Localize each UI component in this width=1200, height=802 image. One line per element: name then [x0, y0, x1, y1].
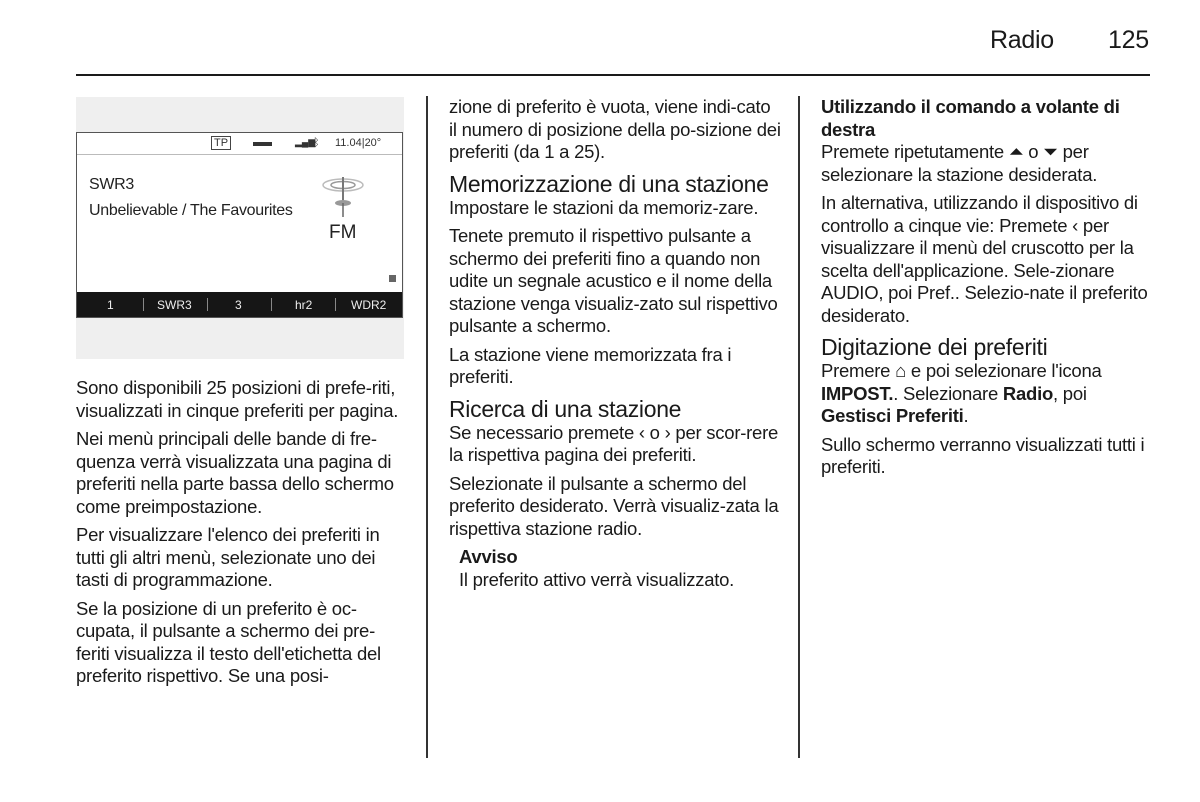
preset-button-4[interactable]: hr2: [295, 298, 313, 312]
section-heading: Digitazione dei preferiti: [821, 334, 1048, 360]
scroll-indicator: [389, 275, 396, 282]
page-number: 125: [1108, 26, 1149, 54]
preset-button-5[interactable]: WDR2: [351, 298, 387, 312]
preset-button-2[interactable]: SWR3: [157, 298, 192, 312]
battery-icon: [253, 142, 272, 146]
text-run: .: [963, 405, 969, 426]
preset-separator: [335, 298, 336, 311]
preset-separator: [271, 298, 272, 311]
note-box: [449, 546, 781, 591]
radio-tower-icon: [320, 173, 366, 219]
section-heading: Ricerca di una stazione: [449, 395, 682, 422]
paragraph: Impostare le stazioni da memoriz-zare.: [449, 196, 759, 218]
preset-button-1[interactable]: 1: [107, 298, 114, 312]
column-3: [821, 96, 1153, 485]
page-section-title: Radio: [990, 26, 1054, 54]
column-2: [449, 96, 781, 591]
paragraph: La stazione viene memorizzata fra i preferiti.: [449, 343, 732, 387]
clock-temperature: 11.04|20°: [335, 137, 382, 149]
text-run: e poi selezionare l'icona: [906, 360, 1102, 381]
paragraph: In alternativa, utilizzando il dispositivo di controllo a cinque vie: Premete ‹ per visualizzare il menù del cruscotto per la scelta dell'applicazione. Sele-zionare AUDIO, poi Pref.. Selezio-nate il preferito desiderato.: [821, 192, 1148, 326]
home-icon: ⌂: [895, 360, 907, 381]
bluetooth-icon: ᛒ: [313, 137, 320, 149]
tp-indicator: TP: [211, 136, 231, 150]
menu-term: Gestisci Preferiti: [821, 405, 964, 426]
header-rule: [76, 74, 1150, 76]
paragraph: [821, 360, 1153, 428]
column-divider-2: [798, 96, 800, 758]
paragraph: Tenete premuto il rispettivo pulsante a schermo dei preferiti fino a quando non udite un segnale acustico e il nome della stazione venga visualiz-zato sul rispettivo pulsante a schermo.: [449, 225, 778, 336]
paragraph: Sono disponibili 25 posizioni di prefe-riti, visualizzati in cinque preferiti per pagina.: [76, 377, 399, 421]
radio-screen-figure: [76, 97, 404, 359]
status-bar: [77, 133, 402, 155]
note-text: Il preferito attivo verrà visualizzato.: [459, 568, 735, 590]
menu-term: IMPOST.: [821, 382, 894, 404]
paragraph: Se la posizione di un preferito è oc-cupata, il pulsante a schermo dei pre-feriti visualizza il testo dell'etichetta del preferito rispettivo. Se una posi-: [76, 597, 381, 686]
infotainment-screen: [76, 132, 403, 318]
subheading: Utilizzando il comando a volante di destra: [821, 96, 1120, 140]
text-run: . Selezionare: [893, 382, 1003, 404]
paragraph: zione di preferito è vuota, viene indi-cato il numero di posizione della po-sizione dei preferiti (da 1 a 25).: [449, 96, 781, 162]
song-title: Unbelievable / The Favourites: [89, 202, 293, 219]
note-title: Avviso: [459, 546, 518, 567]
menu-term: Radio: [1002, 382, 1054, 404]
column-divider-1: [426, 96, 428, 758]
band-label: FM: [329, 222, 357, 243]
text-run: Premere: [821, 360, 896, 381]
preset-button-3[interactable]: 3: [235, 298, 242, 312]
paragraph: Selezionate il pulsante a schermo del preferito desiderato. Verrà visualiz-zata la rispettiva stazione radio.: [449, 472, 779, 539]
paragraph: Premete ripetutamente ⏶ o ⏷ per selezionare la stazione desiderata.: [821, 141, 1098, 185]
preset-bar: [77, 292, 402, 317]
preset-separator: [207, 298, 208, 311]
paragraph: Sullo schermo verranno visualizzati tutti i preferiti.: [821, 433, 1145, 477]
preset-separator: [143, 298, 144, 311]
signal-icon: ▂▄▆: [295, 137, 316, 147]
text-run: , poi: [1053, 382, 1087, 404]
paragraph: Per visualizzare l'elenco dei preferiti in tutti gli altri menù, selezionate uno dei tasti di programmazione.: [76, 524, 380, 590]
paragraph: Nei menù principali delle bande di fre-quenza verrà visualizzata una pagina di preferiti nella parte bassa dello schermo come preimpostazione.: [76, 428, 394, 517]
column-1: [76, 377, 406, 694]
section-heading: Memorizzazione di una stazione: [449, 170, 769, 197]
paragraph: Se necessario premete ‹ o › per scor-rere la rispettiva pagina dei preferiti.: [449, 421, 779, 465]
station-name: SWR3: [89, 176, 135, 193]
